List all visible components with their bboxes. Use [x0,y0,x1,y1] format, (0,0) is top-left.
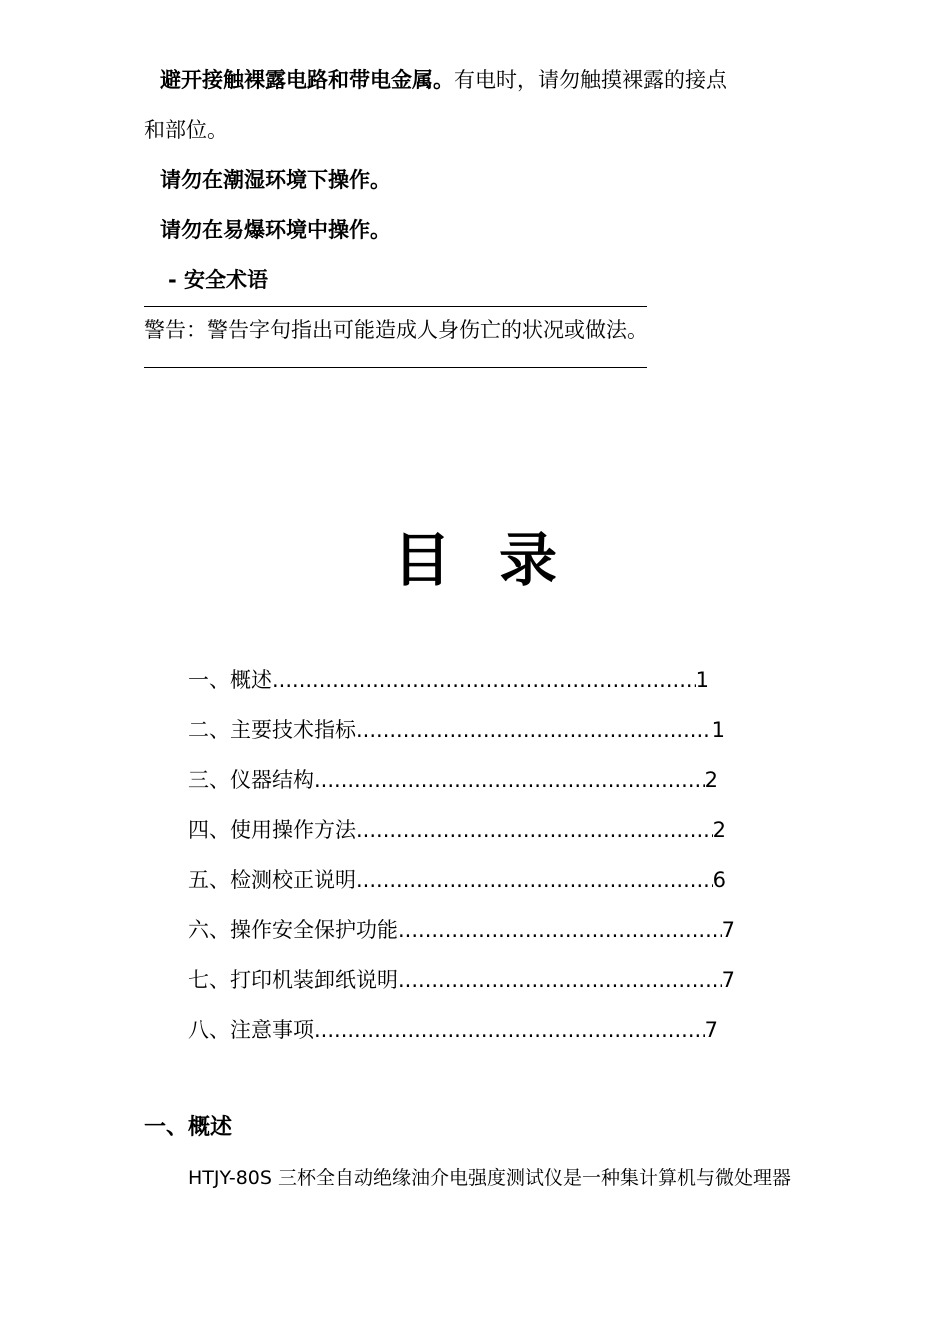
toc-entry-label: 二、主要技术指标 [188,718,356,742]
safety-note-1 [160,66,727,94]
toc-entry-page: 1 [695,668,709,692]
toc-entry[interactable] [188,816,726,844]
toc-leader-dots [356,816,713,844]
toc-leader-dots [314,1016,705,1044]
toc-entry-label: 八、注意事项 [188,1018,314,1042]
section-heading-overview: 一、概述 [144,1115,233,1140]
toc-entry[interactable] [188,766,718,794]
toc-leader-dots [314,766,705,794]
toc-entry[interactable] [188,866,726,894]
safety-terms-heading: - 安全术语 [168,268,269,292]
toc-leader-dots [356,716,712,744]
safety-note-1-continuation: 和部位。 [144,118,228,142]
toc-entry-page: 2 [712,818,726,842]
toc-entry-page: 1 [711,718,725,742]
warning-definition: 警告：警告字句指出可能造成人身伤亡的状况或做法。 [144,318,648,342]
safety-note-2: 请勿在潮湿环境下操作。 [160,168,391,192]
divider-bottom [144,367,647,368]
toc-entry-label: 五、检测校正说明 [188,868,356,892]
toc-leader-dots [398,916,722,944]
overview-paragraph: HTJY-80S 三杯全自动绝缘油介电强度测试仪是一种集计算机与微处理器 [188,1167,791,1189]
toc-entry[interactable] [188,666,709,694]
safety-note-1-text: 有电时，请勿触摸裸露的接点 [454,68,727,92]
toc-leader-dots [356,866,713,894]
toc-entry-label: 四、使用操作方法 [188,818,356,842]
toc-entry-label: 六、操作安全保护功能 [188,918,398,942]
toc-entry[interactable] [188,1016,718,1044]
toc-entry-page: 7 [721,918,735,942]
toc-entry[interactable] [188,916,735,944]
toc-entry-label: 一、概述 [188,668,272,692]
toc-leader-dots [272,666,696,694]
toc-entry-page: 7 [704,1018,718,1042]
safety-note-3: 请勿在易爆环境中操作。 [160,218,391,242]
toc-entry-page: 6 [712,868,726,892]
toc-entry-label: 三、仪器结构 [188,768,314,792]
safety-note-1-emphasis: 避开接触裸露电路和带电金属。 [160,68,454,92]
toc-entry-page: 2 [704,768,718,792]
toc-title: 目录 [392,526,605,594]
toc-entry-label: 七、打印机装卸纸说明 [188,968,398,992]
toc-entry-page: 7 [721,968,735,992]
toc-entry[interactable] [188,966,735,994]
toc-leader-dots [398,966,722,994]
toc-entry[interactable] [188,716,725,744]
divider-top [144,306,647,307]
